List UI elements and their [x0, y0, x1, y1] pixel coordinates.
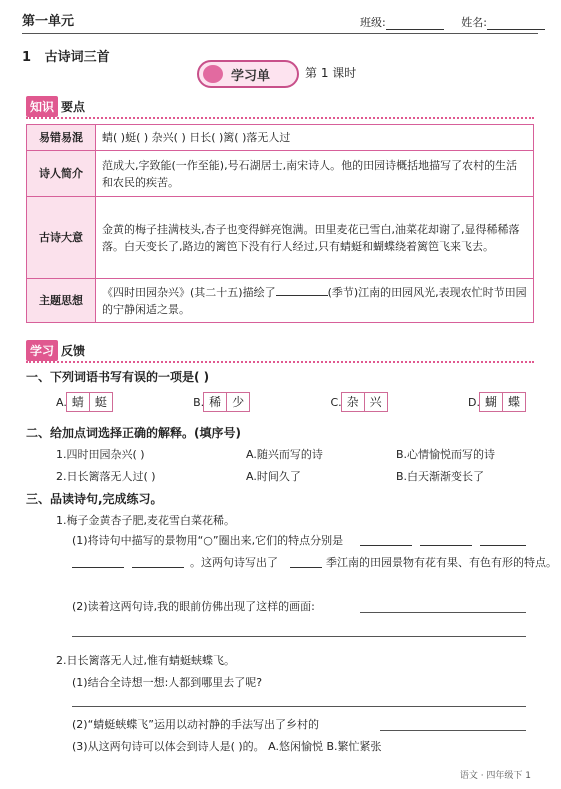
feedback-divider [26, 361, 534, 363]
q1-title: 一、下列词语书写有误的一项是( ) [26, 370, 210, 384]
q2-item-2 [56, 468, 526, 484]
q3-1-1-blank-5[interactable] [132, 557, 184, 568]
theme-text [96, 279, 534, 323]
knowledge-header [26, 96, 85, 116]
knowledge-tag: 知识 [26, 96, 58, 117]
q3-1-2-text: (2)读着这两句诗,我的眼前仿佛出现了这样的画面: [72, 600, 315, 613]
q3-1-2-answer-line-1[interactable] [360, 612, 526, 613]
poet-label: 诗人简介 [27, 151, 96, 197]
q2-item-2-option-b[interactable]: B.白天渐渐变长了 [396, 470, 485, 483]
q1-option-b-letter: B. [193, 395, 205, 409]
q3-2-3-text[interactable]: (3)从这两句诗可以体会到诗人是( )的。 A.悠闲愉悦 B.繁忙紧张 [72, 740, 382, 753]
q3-2-2-text: (2)“蜻蜓蛱蝶飞”运用以动衬静的手法写出了乡村的 [72, 718, 319, 731]
q1-option-c-char2: 兴 [364, 392, 388, 412]
q1-option-b-char1: 稀 [203, 392, 227, 412]
mascot-icon [203, 65, 223, 83]
feedback-title: 反馈 [61, 343, 86, 358]
q2-title: 二、给加点词选择正确的解释。(填序号) [26, 426, 241, 440]
poet-text: 范成大,字致能(一作至能),号石湖居士,南宋诗人。他的田园诗概括地描写了农村的生活和农民的疾苦。 [96, 151, 534, 197]
q2-item-1-option-a[interactable]: A.随兴而写的诗 [246, 448, 323, 461]
q1-option-c-letter: C. [330, 395, 342, 409]
q3-1-1-blank-1[interactable] [360, 535, 412, 546]
q1-option-d-letter: D. [468, 395, 480, 409]
unit-title: 第一单元 [22, 14, 75, 29]
lesson-number: 1 [22, 50, 32, 65]
easy-mistakes-label: 易错易混 [27, 125, 96, 151]
q1-option-a-char1: 蜻 [66, 392, 90, 412]
lesson-title [22, 46, 110, 65]
knowledge-table [26, 124, 534, 323]
q3-2-2-answer-line[interactable] [380, 730, 526, 731]
season-blank[interactable] [276, 285, 328, 296]
q3-1-1-text-c: 季江南的田园景物有花有果、有色有形的特点。 [326, 556, 557, 569]
period-label: 第 1 课时 [305, 66, 357, 80]
q3-1-1-blank-2[interactable] [420, 535, 472, 546]
feedback-tag: 学习 [26, 340, 58, 361]
q2-item-2-option-a[interactable]: A.时间久了 [246, 470, 301, 483]
q3-1-1-text-b: 。这两句诗写出了 [190, 556, 278, 569]
q1-options [56, 392, 526, 412]
meaning-label: 古诗大意 [27, 197, 96, 279]
q3-title: 三、品读诗句,完成练习。 [26, 492, 163, 506]
q1-option-d[interactable] [468, 392, 526, 412]
q3-1-1-blank-4[interactable] [72, 557, 124, 568]
q3-1-1-text: (1)将诗句中描写的景物用“○”圈出来,它们的特点分别是 [72, 534, 344, 547]
theme-text-a: 《四时田园杂兴》(其二十五)描绘了 [102, 285, 276, 299]
q1-option-d-char2: 蝶 [502, 392, 526, 412]
name-label: 姓名: [461, 16, 487, 29]
name-input[interactable] [487, 17, 545, 30]
q3-1-2-answer-line-2[interactable] [72, 636, 526, 637]
header-divider [22, 33, 538, 34]
q1-option-a[interactable] [56, 392, 113, 412]
page-footer: 语文 · 四年级下 1 [459, 771, 531, 781]
q1-option-a-char2: 蜓 [89, 392, 113, 412]
knowledge-divider [26, 117, 534, 119]
q1-option-a-letter: A. [56, 395, 67, 409]
q2-item-1-option-b[interactable]: B.心情愉悦而写的诗 [396, 448, 496, 461]
study-sheet-badge [197, 60, 299, 88]
q1-option-d-char1: 蝴 [479, 392, 503, 412]
q3-2-1-answer-line[interactable] [72, 706, 526, 707]
q1-option-c-char1: 杂 [341, 392, 365, 412]
easy-mistakes-text[interactable]: 蜻( )蜓( ) 杂兴( ) 日长( )篱( )落无人过 [96, 125, 534, 151]
q2-item-2-question[interactable]: 2.日长篱落无人过( ) [56, 470, 156, 483]
theme-label: 主题思想 [27, 279, 96, 323]
class-name-line [360, 14, 559, 30]
meaning-text: 金黄的梅子挂满枝头,杏子也变得鲜亮饱满。田里麦花已雪白,油菜花却谢了,显得稀稀落落。白天变长了,路边的篱笆下没有行人经过,只有蜻蜓和蝴蝶绕着篱笆飞来飞去。 [96, 197, 534, 279]
feedback-header [26, 340, 85, 360]
q2-item-1-question[interactable]: 1.四时田园杂兴( ) [56, 448, 145, 461]
q3-1-1-blank-3[interactable] [480, 535, 526, 546]
lesson-name: 古诗词三首 [44, 50, 110, 65]
q3-1-1-season-blank[interactable] [290, 557, 322, 568]
knowledge-title: 要点 [61, 99, 86, 114]
class-label: 班级: [360, 16, 386, 29]
theme-text-b: (季节)江南的田园风光,表现农忙时节田园的宁静闲适之景。 [102, 285, 527, 316]
q1-option-c[interactable] [331, 392, 388, 412]
q3-poem-2: 2.日长篱落无人过,惟有蜻蜓蛱蝶飞。 [56, 654, 235, 667]
q3-poem-1: 1.梅子金黄杏子肥,麦花雪白菜花稀。 [56, 514, 235, 527]
badge-label: 学习单 [231, 68, 271, 84]
q2-item-1 [56, 446, 526, 462]
class-input[interactable] [386, 17, 444, 30]
q1-option-b[interactable] [193, 392, 250, 412]
q1-option-b-char2: 少 [226, 392, 250, 412]
q3-2-1-text: (1)结合全诗想一想:人都到哪里去了呢? [72, 676, 263, 689]
